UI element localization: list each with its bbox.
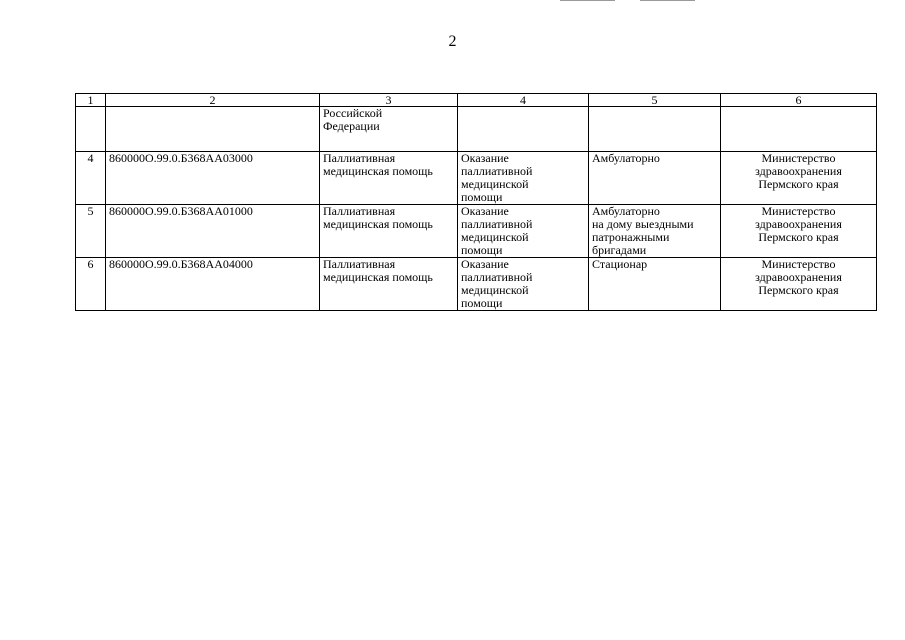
cell-line: Оказание <box>461 151 509 165</box>
cell-line: Стационар <box>592 257 648 271</box>
row-number: 6 <box>76 258 106 311</box>
service-code: 860000О.99.0.Б368АА03000 <box>106 152 320 205</box>
table-cell <box>106 107 320 152</box>
table-cell <box>589 107 721 152</box>
page-number: 2 <box>448 33 457 50</box>
cell-line: помощи <box>461 296 503 310</box>
scan-edge-mark-left <box>560 0 615 1</box>
service-condition <box>589 258 721 311</box>
table-cell <box>320 107 458 152</box>
row-number: 4 <box>76 152 106 205</box>
cell-line: Российской <box>323 106 383 120</box>
cell-line: Министерство <box>761 257 836 271</box>
service-code: 860000О.99.0.Б368АА01000 <box>106 205 320 258</box>
table-cell <box>76 107 106 152</box>
header-cell: 4 <box>458 94 589 107</box>
service-name <box>320 152 458 205</box>
cell-line: помощи <box>461 190 503 204</box>
cell-line: медицинская помощь <box>323 164 433 178</box>
service-condition <box>589 152 721 205</box>
cell-line: здравоохранения <box>755 270 842 284</box>
cell-line: Амбулаторно <box>592 151 660 165</box>
service-condition <box>589 205 721 258</box>
service-type <box>458 205 589 258</box>
row-number: 5 <box>76 205 106 258</box>
cell-line: паллиативной <box>461 217 533 231</box>
service-name <box>320 205 458 258</box>
cell-line: Паллиативная <box>323 257 396 271</box>
continuation-row <box>76 107 877 152</box>
header-cell: 6 <box>721 94 877 107</box>
authority <box>721 152 877 205</box>
cell-line: Министерство <box>761 204 836 218</box>
cell-line: Министерство <box>761 151 836 165</box>
header-cell: 2 <box>106 94 320 107</box>
cell-line: медицинская помощь <box>323 217 433 231</box>
cell-line: Паллиативная <box>323 204 396 218</box>
service-type <box>458 258 589 311</box>
cell-line: медицинской <box>461 283 529 297</box>
header-cell: 3 <box>320 94 458 107</box>
cell-line: бригадами <box>592 243 647 257</box>
cell-line: патронажными <box>592 230 670 244</box>
service-name <box>320 258 458 311</box>
cell-line: Амбулаторно <box>592 204 660 218</box>
service-type <box>458 152 589 205</box>
cell-line: Пермского края <box>758 283 839 297</box>
cell-line: на дому выездными <box>592 217 694 231</box>
cell-line: паллиативной <box>461 270 533 284</box>
cell-line: Оказание <box>461 257 509 271</box>
cell-line: Паллиативная <box>323 151 396 165</box>
authority <box>721 205 877 258</box>
table-header-row <box>76 94 877 107</box>
table-cell <box>458 107 589 152</box>
cell-line: Пермского края <box>758 177 839 191</box>
cell-line: здравоохранения <box>755 217 842 231</box>
cell-line: здравоохранения <box>755 164 842 178</box>
cell-line: помощи <box>461 243 503 257</box>
table-row <box>76 152 877 205</box>
table-cell <box>721 107 877 152</box>
header-cell: 1 <box>76 94 106 107</box>
table-row <box>76 205 877 258</box>
service-code: 860000О.99.0.Б368АА04000 <box>106 258 320 311</box>
services-table <box>75 93 877 311</box>
header-cell: 5 <box>589 94 721 107</box>
table-row <box>76 258 877 311</box>
cell-line: Оказание <box>461 204 509 218</box>
cell-line: медицинской <box>461 230 529 244</box>
cell-line: медицинской <box>461 177 529 191</box>
authority <box>721 258 877 311</box>
cell-line: паллиативной <box>461 164 533 178</box>
cell-line: Пермского края <box>758 230 839 244</box>
cell-line: Федерации <box>323 119 380 133</box>
cell-line: медицинская помощь <box>323 270 433 284</box>
scan-edge-mark-right <box>640 0 695 1</box>
